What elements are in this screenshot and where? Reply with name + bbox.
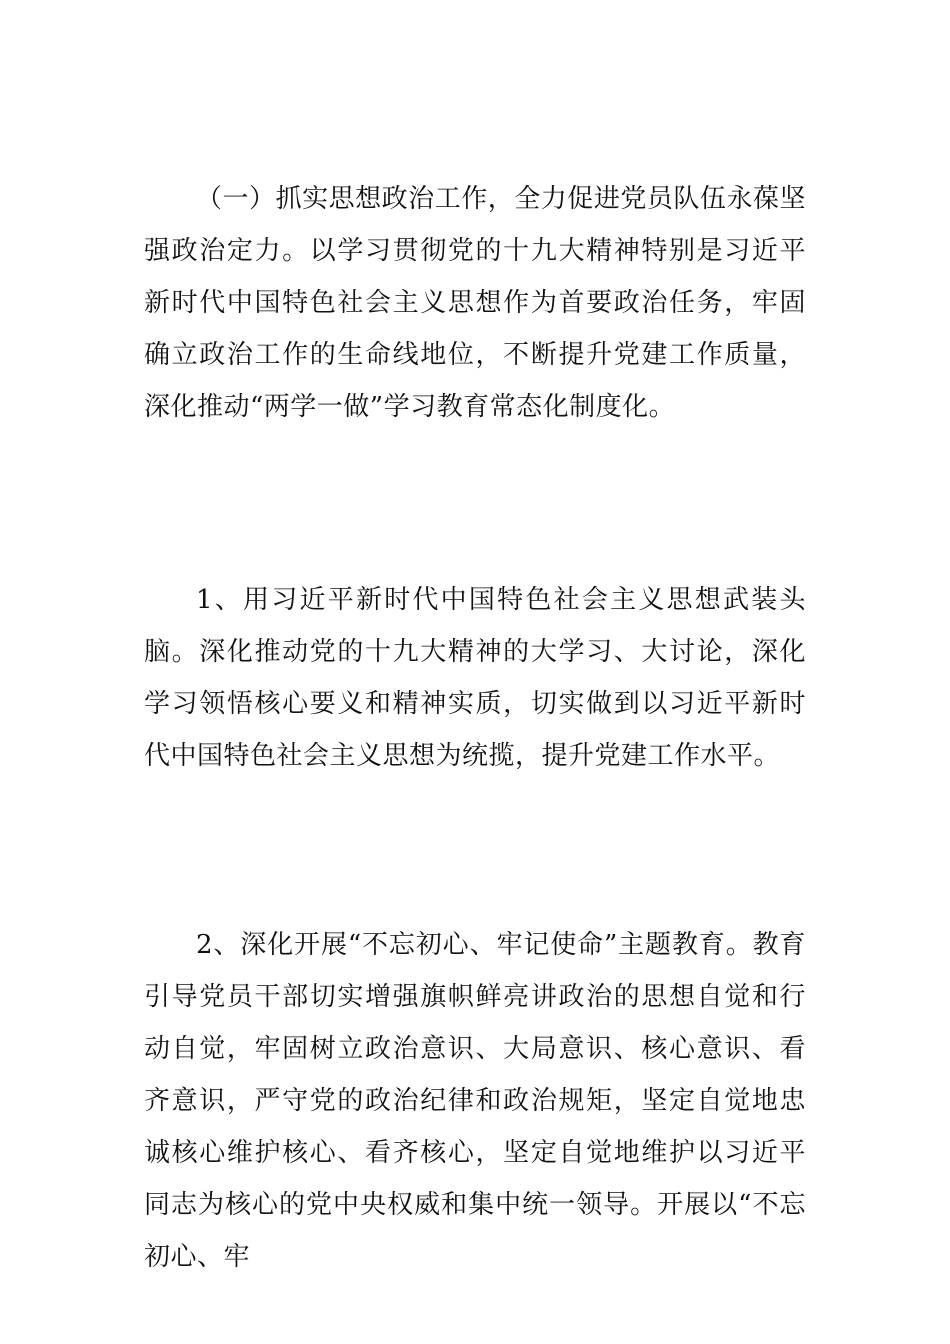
paragraph-item-one: 1、用习近平新时代中国特色社会主义思想武装头脑。深化推动党的十九大精神的大学习、大讨论，深化学习领悟核心要义和精神实质，切实做到以习近平新时代中国特色社会主义思想为统揽，提升党建工作水平。	[144, 585, 806, 771]
paragraph-section-one: （一）抓实思想政治工作，全力促进党员队伍永葆坚强政治定力。以学习贯彻党的十九大精神特别是习近平新时代中国特色社会主义思想作为首要政治任务，牢固确立政治工作的生命线地位，不断提升党建工作质量，深化推动“两学一做”学习教育常态化制度化。	[144, 184, 806, 422]
paragraph-item-two: 2、深化开展“不忘初心、牢记使命”主题教育。教育引导党员干部切实增强旗帜鲜亮讲政治的思想自觉和行动自觉，牢固树立政治意识、大局意识、核心意识、看齐意识，严守党的政治纪律和政治规矩，坚定自觉地忠诚核心维护核心、看齐核心，坚定自觉地维护以习近平同志为核心的党中央权威和集中统一领导。开展以“不忘初心、牢	[144, 930, 806, 1272]
